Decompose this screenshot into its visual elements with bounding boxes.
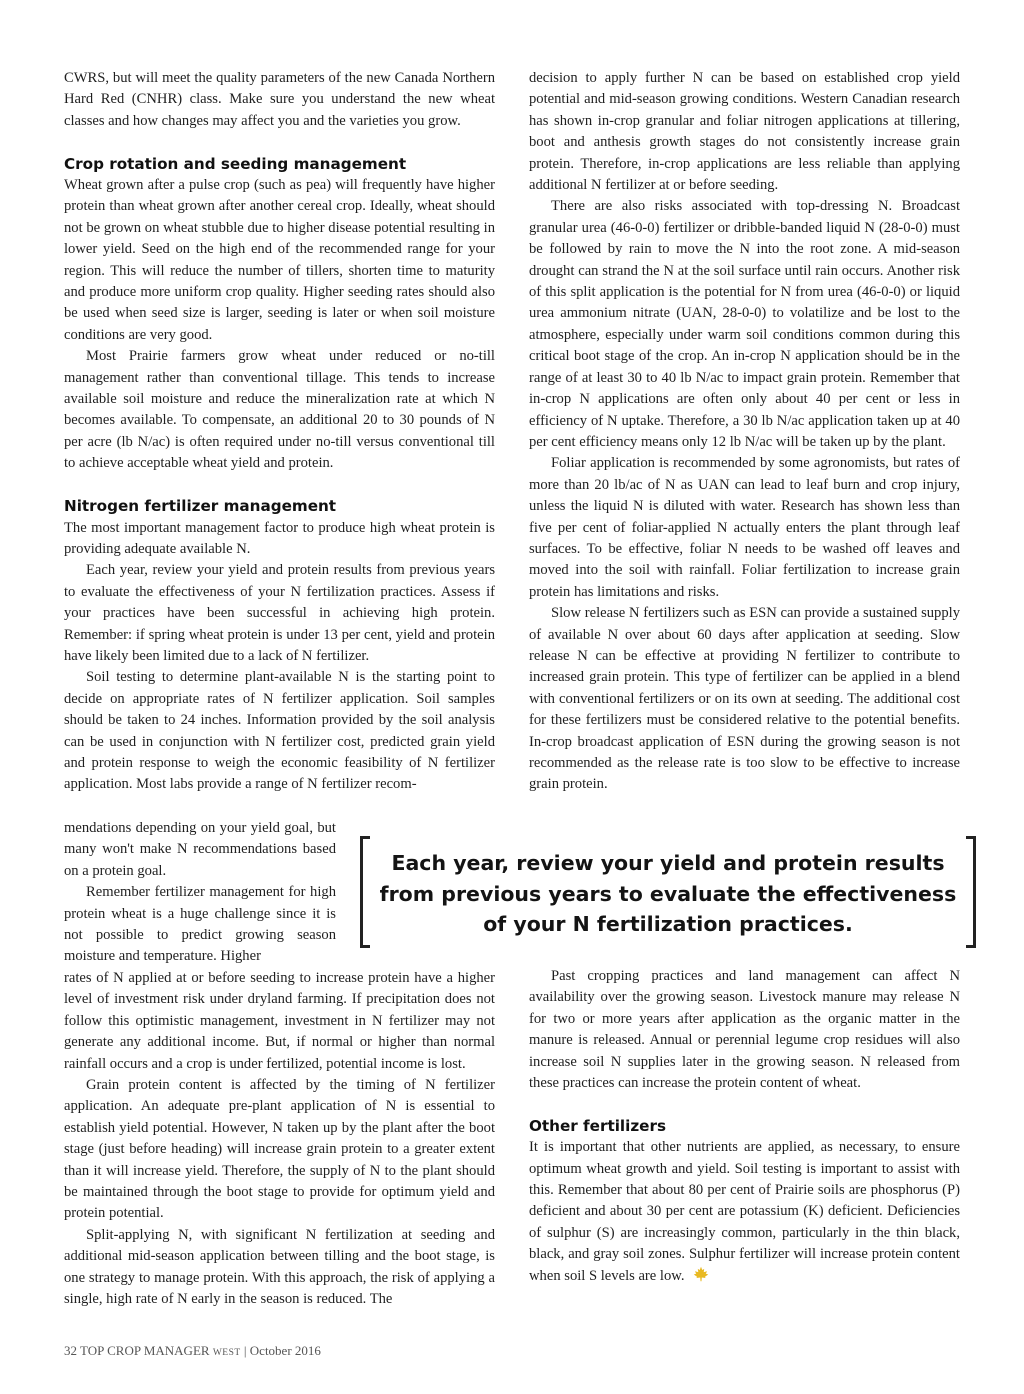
paragraph: rates of N applied at or before seeding to increase protein have a higher level of investment risk under dryland farming. If precipitation does not follow this optimistic management, investment in N fertilizer may not generate any additional income. But, if normal or higher than normal rainfall occurs and a crop is under fertilized, potential income is lost. (64, 970, 495, 1072)
text-wrap-beside-pullquote (64, 818, 336, 968)
section-heading-nitrogen: Nitrogen fertilizer management (64, 497, 337, 516)
right-bracket (966, 836, 976, 948)
left-column-top (64, 68, 495, 796)
paragraph: CWRS, but will meet the quality parameters of the new Canada Northern Hard Red (CNHR) class. Make sure you understand the new wheat classes and how changes may affect you and the varieties you grow. (64, 70, 495, 129)
paragraph: The most important management factor to produce high wheat protein is providing adequate available N. (64, 519, 495, 557)
pull-quote (360, 836, 976, 948)
section-heading-other-fertilizers: Other fertilizers (529, 1116, 667, 1135)
right-column-top (529, 68, 960, 796)
paragraph-text: It is important that other nutrients are applied, as necessary, to ensure optimum wheat growth and yield. Soil testing is important to assist with this. Remember that about 80 per cent of Prairie soils are phosphorus (P) deficient and about 30 per cent are potassium (K) deficient. Deficiencies of sulphur (S) are increasingly common, particularly in the thin black, black, and gray soil zones. Sulphur fertilizer will increase protein content when soil S levels are low. (529, 1139, 960, 1284)
paragraph: mendations depending on your yield goal, but many won't make N recommendations based on a protein goal. (64, 820, 336, 879)
paragraph: decision to apply further N can be based on established crop yield potential and mid-season growing conditions. Western Canadian research has shown in-crop granular and foliar nitrogen applications at tillering, boot and anthesis growth stages do not consistently increase grain protein. Therefore, in-crop applications are less reliable than applying additional N fertilizer at or before seeding. (529, 70, 960, 194)
section-heading-crop-rotation: Crop rotation and seeding management (64, 154, 407, 173)
paragraph: Each year, review your yield and protein results from previous years to evaluate the effectiveness of your N fertilization practices. Assess if your practices have been successful in achieving high protein. Remember: if spring wheat protein is under 13 per cent, yield and protein have likely been limited due to a lack of N fertilizer. (64, 562, 495, 664)
page-footer (64, 1343, 321, 1359)
issue-date: October 2016 (249, 1343, 321, 1358)
right-column-bottom (529, 966, 960, 1287)
left-column-bottom (64, 968, 495, 1311)
maple-leaf-icon (693, 1266, 709, 1282)
paragraph-final (529, 1137, 960, 1287)
pull-quote-text: Each year, review your yield and protein results from previous years to evaluate the effectiveness of your N fertilization practices. (379, 851, 957, 936)
paragraph: Soil testing to determine plant-available N is the starting point to decide on appropriate rates of N fertilizer application. Soil samples should be taken to 24 inches. Information provided by the soil analysis can be used in conjunction with N fertilizer cost, predicted grain yield and protein response to weigh the economic feasibility of N fertilizer application. Most labs provide a range of N fertilizer recom- (64, 669, 495, 793)
paragraph: Split-applying N, with significant N fertilization at seeding and additional mid-season application between tilling and the boot stage, is one strategy to manage protein. With this approach, the risk of applying a single, high rate of N early in the season is reduced. The (64, 1226, 495, 1308)
magazine-name: TOP CROP MANAGER (80, 1343, 210, 1358)
paragraph: Most Prairie farmers grow wheat under reduced or no-till management rather than conventional tillage. This tends to increase available soil moisture and reduce the mineralization rate at which N becomes available. To compensate, an additional 20 to 30 pounds of N per acre (lb N/ac) is often required under no-till versus conventional till to achieve acceptable wheat yield and protein. (64, 348, 495, 472)
page-number: 32 (64, 1343, 77, 1358)
paragraph: Slow release N fertilizers such as ESN can provide a sustained supply of available N over about 60 days after application at seeding. Slow release N can be effective at providing N fertilizer to contribute to increased grain protein. This type of fertilizer can be applied in a blend with conventional fertilizers or on its own at seeding. The additional cost for these fertilizers must be considered relative to the potential benefits. In-crop broadcast application of ESN during the growing season is not recommended as the release rate is too slow to be effective to increase grain protein. (529, 605, 960, 793)
left-bracket (360, 836, 370, 948)
paragraph: Remember fertilizer management for high protein wheat is a huge challenge since it is not possible to predict growing season moisture and temperature. Higher (64, 884, 336, 965)
footer-separator: | (243, 1343, 247, 1358)
paragraph: Wheat grown after a pulse crop (such as pea) will frequently have higher protein than wheat grown after another cereal crop. Ideally, wheat should not be grown on wheat stubble due to higher disease potential resulting in lower yield. Seed on the high end of the recommended range for your region. This will reduce the number of tillers, shorten time to maturity and produce more uniform crop quality. Higher seeding rates should also be used when seed size is larger, seeding is later or when soil moisture conditions are very good. (64, 177, 495, 343)
paragraph: Past cropping practices and land management can affect N availability over the growing season. Livestock manure may release N for two or more years after application as the organic matter in the manure is released. Annual or perennial legume crop residues will also increase soil N supplies later in the growing season. N released from these practices can increase the protein content of wheat. (529, 968, 960, 1092)
paragraph: Foliar application is recommended by some agronomists, but rates of more than 20 lb/ac of N as UAN can lead to leaf burn and crop injury, unless the liquid N is diluted with water. Research has shown less than five per cent of foliar-applied N actually enters the plant through leaf surfaces. To be effective, foliar N needs to be washed off leaves and moved into the soil with rainfall. Foliar fertilization to increase grain protein has limitations and risks. (529, 455, 960, 600)
edition-label: WEST (212, 1348, 241, 1358)
paragraph: Grain protein content is affected by the timing of N fertilizer application. An adequate pre-plant application of N is essential to establish yield potential. However, N taken up by the plant after the boot stage (just before heading) will increase grain protein to a greater extent than it will increase yield. Therefore, the supply of N to the plant should be maintained through the boot stage to provide for optimum yield and protein potential. (64, 1077, 495, 1222)
paragraph: There are also risks associated with top-dressing N. Broadcast granular urea (46-0-0) fertilizer or dribble-banded liquid N (28-0-0) must be followed by rain to move the N into the root zone. A mid-season drought can strand the N at the soil surface until rain occurs. Another risk of this split application is the potential for N from urea (46-0-0) or liquid urea ammonium nitrate (UAN, 28-0-0) to volatilize and be lost to the atmosphere, especially under warm soil conditions common during this critical boot stage of the crop. An in-crop N application should be in the range of at least 30 to 40 lb N/ac to impact grain protein. Remember that in-crop N applications are often only about 40 per cent or less in efficiency of N uptake. Therefore, a 30 lb N/ac application taken up at 40 per cent efficiency means only 12 lb N/ac will be taken up by the plant. (529, 198, 960, 450)
